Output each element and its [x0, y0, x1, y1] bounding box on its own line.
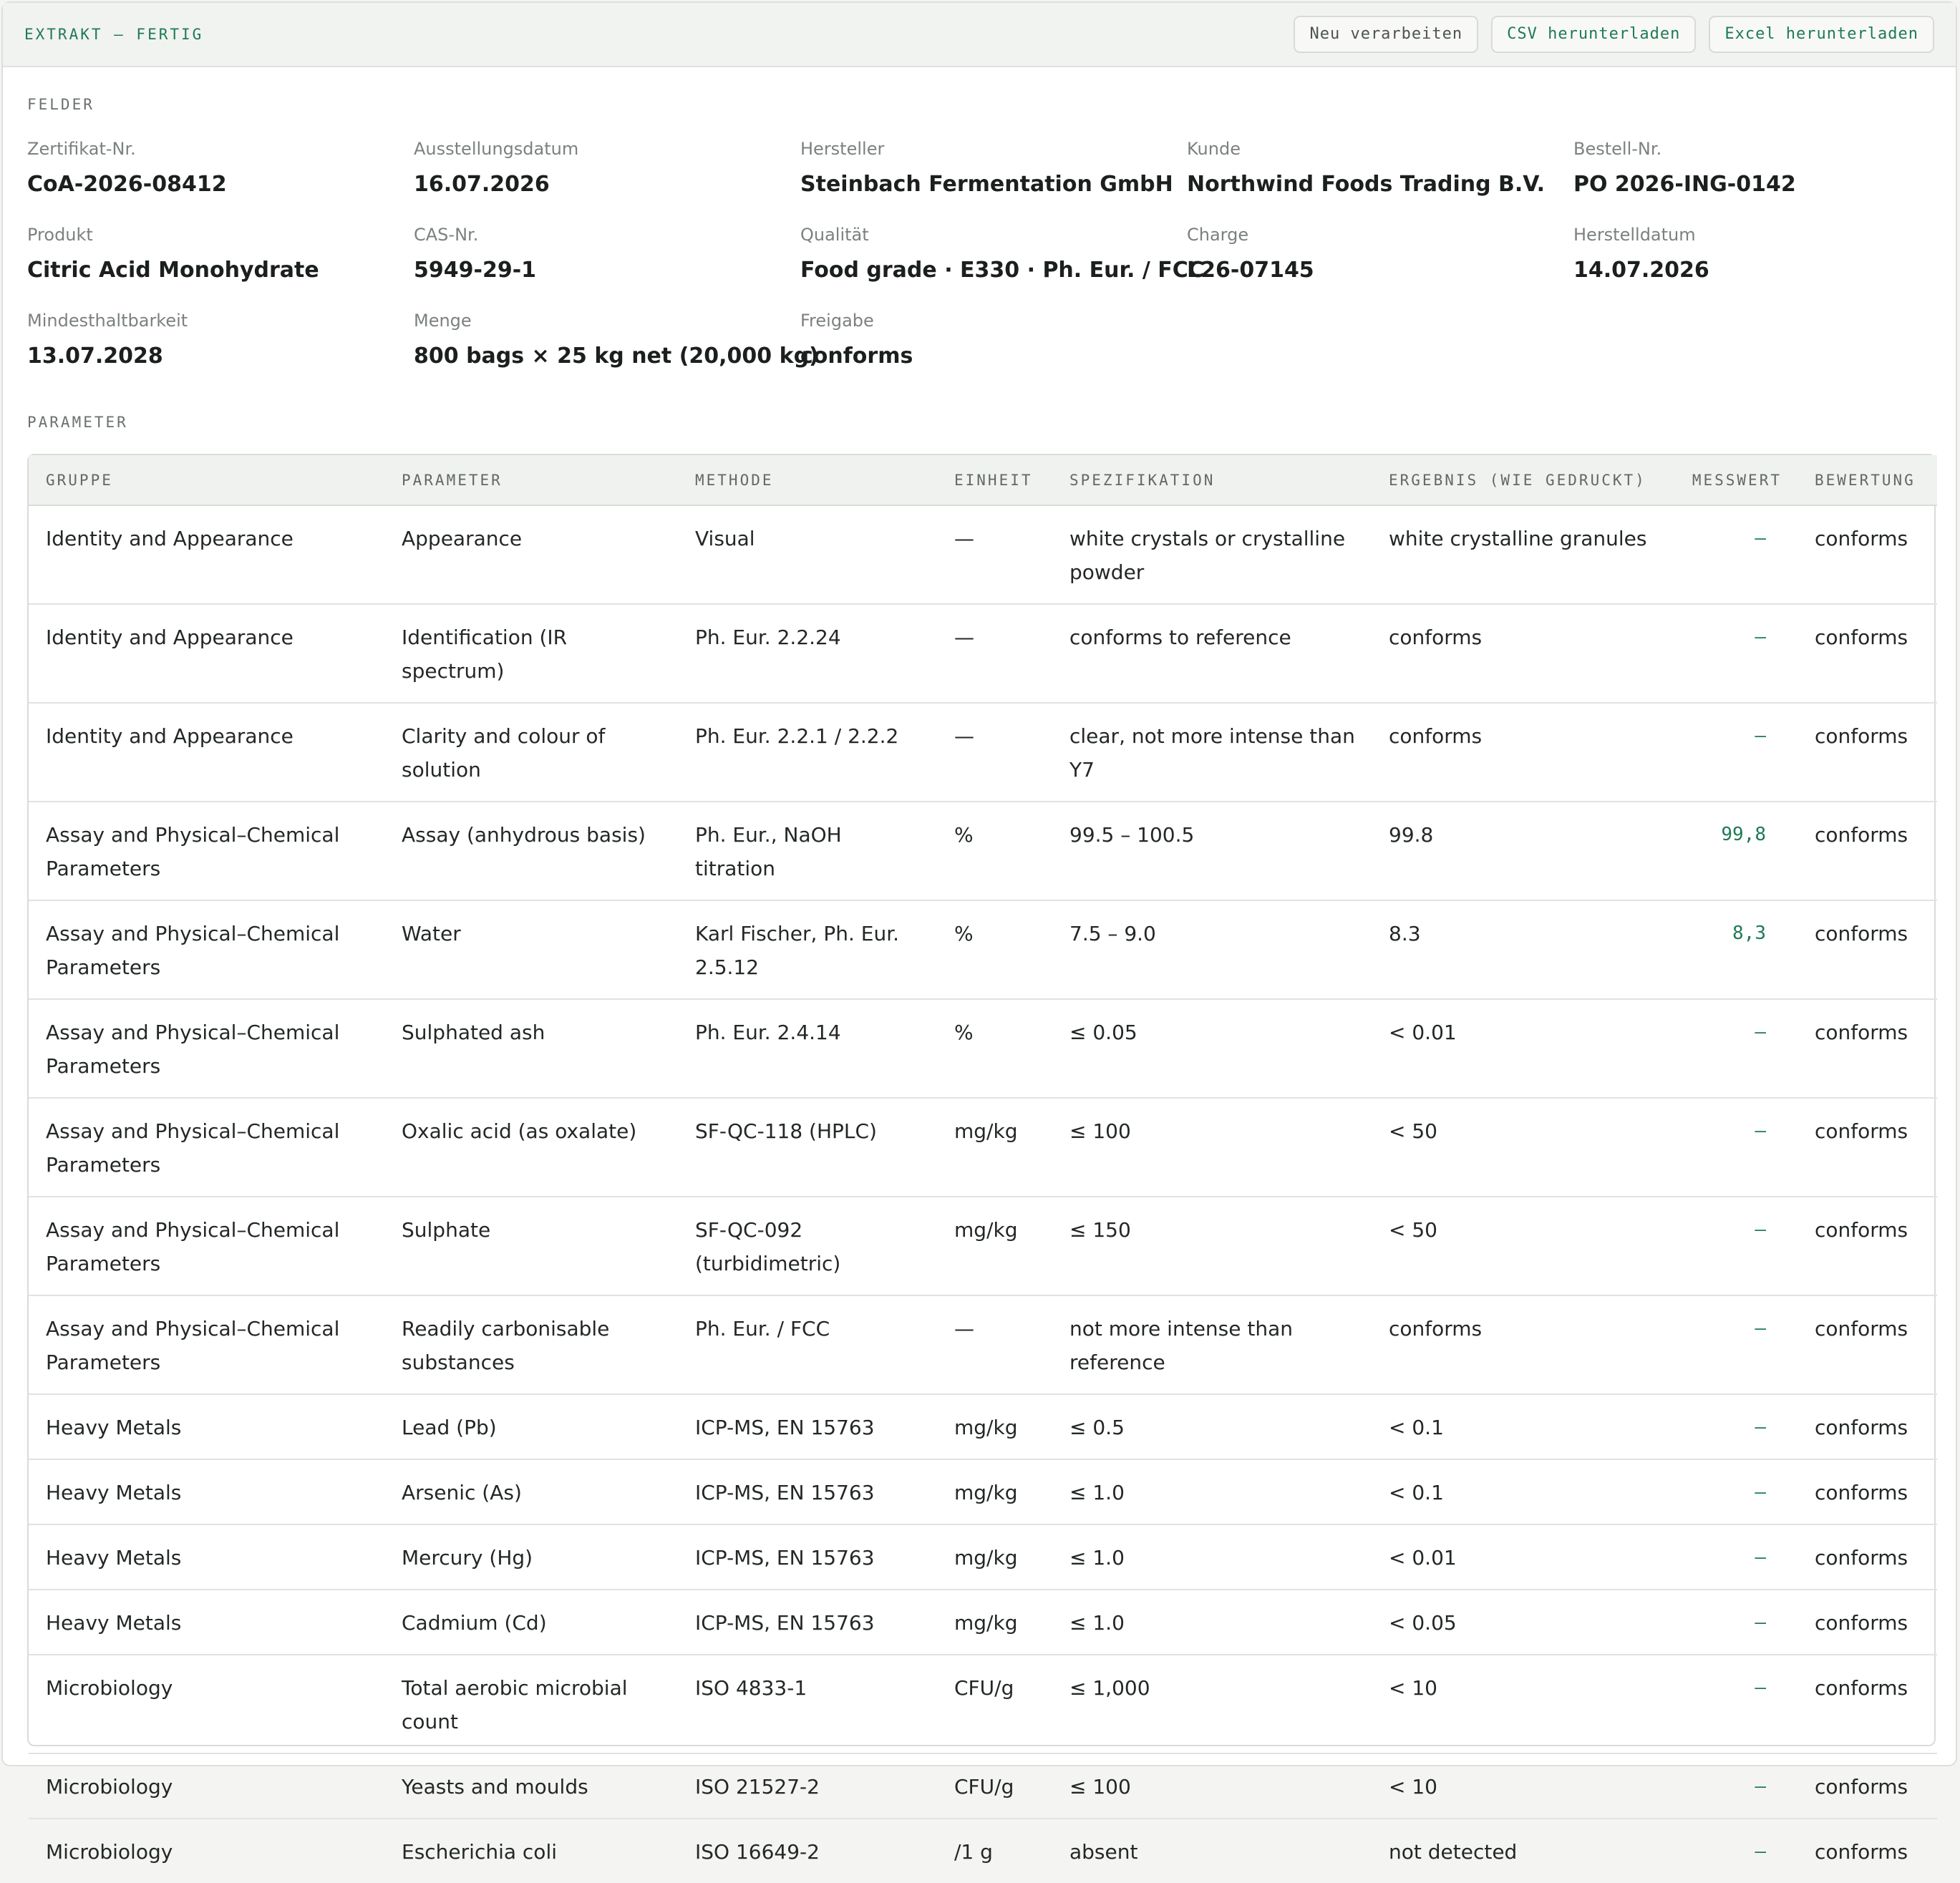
field [800, 225, 1204, 311]
cell-evaluation: conforms [1798, 1459, 1937, 1524]
cell-result: < 0.01 [1372, 1524, 1672, 1590]
cell-specification: not more intense than reference [1052, 1295, 1372, 1394]
table-row [29, 999, 1937, 1098]
cell-result: conforms [1372, 703, 1672, 802]
cell-group: Microbiology [29, 1753, 384, 1819]
fields-grid [27, 139, 1960, 396]
cell-unit: — [937, 703, 1052, 802]
cell-specification: 99.5 – 100.5 [1052, 802, 1372, 900]
cell-group: Assay and Physical–Chemical Parameters [29, 1197, 384, 1295]
cell-group: Identity and Appearance [29, 703, 384, 802]
cell-parameter: Clarity and colour of solution [384, 703, 678, 802]
field [1187, 139, 1573, 225]
cell-method: ICP-MS, EN 15763 [678, 1524, 937, 1590]
cell-measured-value: – [1672, 604, 1798, 703]
cell-specification: white crystals or crystalline powder [1052, 505, 1372, 604]
cell-method: ICP-MS, EN 15763 [678, 1459, 937, 1524]
field-value: 13.07.2028 [27, 344, 163, 369]
col-ergebnis-header: ERGEBNIS (WIE GEDRUCKT) [1372, 455, 1672, 505]
parameters-section-title: PARAMETER [27, 414, 128, 431]
cell-method: Ph. Eur., NaOH titration [678, 802, 937, 900]
cell-unit: — [937, 604, 1052, 703]
field-value: 14.07.2026 [1573, 258, 1709, 283]
field [414, 139, 800, 225]
cell-measured-value: – [1672, 999, 1798, 1098]
cell-specification: absent [1069, 1840, 1138, 1864]
field [414, 225, 800, 311]
cell-group: Heavy Metals [29, 1394, 384, 1459]
cell-specification: 7.5 – 9.0 [1052, 900, 1372, 999]
cell-unit: CFU/g [937, 1655, 1052, 1753]
cell-evaluation: conforms [1798, 900, 1937, 999]
cell-measured-value: – [1755, 1841, 1766, 1862]
field-label: Menge [414, 311, 472, 331]
cell-specification: conforms to reference [1052, 604, 1372, 703]
cell-specification: ≤ 1.0 [1052, 1524, 1372, 1590]
cell-specification: clear, not more intense than Y7 [1052, 703, 1372, 802]
cell-method: Visual [678, 505, 937, 604]
table-row [29, 505, 1937, 604]
status-label: EXTRAKT — FERTIG [24, 26, 204, 43]
field-label: Freigabe [800, 311, 874, 331]
cell-parameter: Readily carbonisable substances [384, 1295, 678, 1394]
download-excel-button[interactable]: Excel herunterladen [1709, 16, 1934, 53]
table-row [29, 1098, 1937, 1197]
col-bewertung-header: BEWERTUNG [1798, 455, 1937, 505]
field [800, 139, 1187, 225]
table-row [29, 1819, 1937, 1883]
table-row [29, 802, 1937, 900]
field-value: Food grade · E330 · Ph. Eur. / FCC [800, 258, 1204, 283]
cell-parameter: Yeasts and moulds [384, 1753, 678, 1819]
field [27, 311, 414, 396]
field [1573, 139, 1960, 225]
cell-evaluation: conforms [1798, 1295, 1937, 1394]
field-label: CAS-Nr. [414, 225, 479, 245]
field-label: Produkt [27, 225, 93, 245]
cell-result: < 0.1 [1372, 1394, 1672, 1459]
field [27, 139, 414, 225]
cell-group: Identity and Appearance [29, 604, 384, 703]
cell-method: ISO 4833-1 [678, 1655, 937, 1753]
cell-group: Assay and Physical–Chemical Parameters [29, 802, 384, 900]
cell-parameter: Water [384, 900, 678, 999]
cell-group: Microbiology [29, 1655, 384, 1753]
parameters-table [29, 455, 1937, 1883]
field-value: 16.07.2026 [414, 172, 550, 197]
table-row [29, 1459, 1937, 1524]
cell-method: Ph. Eur. 2.2.1 / 2.2.2 [678, 703, 937, 802]
cell-evaluation: conforms [1798, 1524, 1937, 1590]
cell-result: not detected [1389, 1840, 1518, 1864]
field-label: Zertifikat-Nr. [27, 139, 136, 159]
cell-result: < 0.1 [1372, 1459, 1672, 1524]
cell-specification: ≤ 1.0 [1052, 1459, 1372, 1524]
cell-result: < 10 [1372, 1655, 1672, 1753]
extract-panel [1, 1, 1957, 1864]
cell-group: Assay and Physical–Chemical Parameters [29, 1098, 384, 1197]
cell-parameter: Appearance [384, 505, 678, 604]
cell-parameter: Identification (IR spectrum) [384, 604, 678, 703]
cell-unit: /1 g [954, 1840, 993, 1864]
cell-method: ICP-MS, EN 15763 [678, 1590, 937, 1655]
cell-parameter: Oxalic acid (as oxalate) [384, 1098, 678, 1197]
cell-evaluation: conforms [1798, 999, 1937, 1098]
field-label: Herstelldatum [1573, 225, 1696, 245]
cell-unit: mg/kg [937, 1394, 1052, 1459]
cell-group: Heavy Metals [29, 1459, 384, 1524]
col-einheit-header: EINHEIT [937, 455, 1052, 505]
cell-evaluation: conforms [1815, 1840, 1908, 1864]
field [800, 311, 1187, 396]
cell-result: < 50 [1372, 1197, 1672, 1295]
cell-unit: — [937, 505, 1052, 604]
cell-unit: mg/kg [937, 1590, 1052, 1655]
cell-result: < 10 [1372, 1753, 1672, 1819]
cell-parameter: Mercury (Hg) [384, 1524, 678, 1590]
download-csv-button[interactable]: CSV herunterladen [1491, 16, 1696, 53]
table-row [29, 1197, 1937, 1295]
cell-method: Ph. Eur. 2.2.24 [678, 604, 937, 703]
col-parameter-header: PARAMETER [384, 455, 678, 505]
cell-method: SF-QC-092 (turbidimetric) [678, 1197, 937, 1295]
table-row [29, 604, 1937, 703]
cell-measured-value: – [1672, 703, 1798, 802]
cell-group: Assay and Physical–Chemical Parameters [29, 900, 384, 999]
cell-specification: ≤ 1,000 [1052, 1655, 1372, 1753]
field [1573, 225, 1960, 311]
toolbar [3, 3, 1956, 67]
cell-specification: ≤ 1.0 [1052, 1590, 1372, 1655]
cell-group: Assay and Physical–Chemical Parameters [29, 999, 384, 1098]
cell-evaluation: conforms [1798, 1098, 1937, 1197]
field-label: Bestell-Nr. [1573, 139, 1662, 159]
cell-method: SF-QC-118 (HPLC) [678, 1098, 937, 1197]
cell-measured-value: – [1672, 1459, 1798, 1524]
fields-section-title: FELDER [27, 96, 94, 113]
cell-measured-value: – [1672, 1655, 1798, 1753]
cell-evaluation: conforms [1798, 1394, 1937, 1459]
field-value: conforms [800, 344, 913, 369]
cell-group: Heavy Metals [29, 1590, 384, 1655]
field-value: Citric Acid Monohydrate [27, 258, 319, 283]
cell-specification: ≤ 100 [1052, 1098, 1372, 1197]
cell-unit: % [937, 802, 1052, 900]
cell-specification: ≤ 0.05 [1052, 999, 1372, 1098]
parameters-table-container [27, 454, 1936, 1864]
field-value: 5949-29-1 [414, 258, 537, 283]
cell-measured-value: – [1672, 1524, 1798, 1590]
field-label: Qualität [800, 225, 869, 245]
table-row [29, 1590, 1937, 1655]
cell-evaluation: conforms [1798, 1197, 1937, 1295]
table-body [29, 505, 1937, 1883]
cell-measured-value: – [1672, 1753, 1798, 1819]
cell-parameter: Assay (anhydrous basis) [384, 802, 678, 900]
reprocess-button[interactable]: Neu verarbeiten [1294, 16, 1478, 53]
toolbar-buttons [1294, 16, 1934, 53]
field-value: Steinbach Fermentation GmbH [800, 172, 1173, 197]
cell-evaluation: conforms [1798, 1655, 1937, 1753]
table-row [29, 1655, 1937, 1753]
cell-group: Heavy Metals [29, 1524, 384, 1590]
cell-unit: % [937, 999, 1052, 1098]
cell-result: < 0.05 [1372, 1590, 1672, 1655]
table-row [29, 1753, 1937, 1819]
field [414, 311, 819, 396]
table-row [29, 1394, 1937, 1459]
cell-parameter: Cadmium (Cd) [384, 1590, 678, 1655]
cell-unit: mg/kg [937, 1197, 1052, 1295]
field-label: Ausstellungsdatum [414, 139, 579, 159]
cell-parameter: Lead (Pb) [384, 1394, 678, 1459]
cell-measured-value: – [1672, 505, 1798, 604]
cell-parameter: Sulphate [384, 1197, 678, 1295]
cell-unit: mg/kg [937, 1524, 1052, 1590]
cell-specification: ≤ 150 [1052, 1197, 1372, 1295]
cell-parameter: Total aerobic microbial count [384, 1655, 678, 1753]
cell-unit: % [937, 900, 1052, 999]
cell-evaluation: conforms [1798, 604, 1937, 703]
field-value: CoA-2026-08412 [27, 172, 227, 197]
table-row [29, 900, 1937, 999]
field [1187, 225, 1573, 311]
cell-specification: ≤ 0.5 [1052, 1394, 1372, 1459]
field-value: 800 bags × 25 kg net (20,000 kg) [414, 344, 819, 369]
cell-measured-value: – [1672, 1394, 1798, 1459]
cell-method: Karl Fischer, Ph. Eur. 2.5.12 [678, 900, 937, 999]
field-value: Northwind Foods Trading B.V. [1187, 172, 1546, 197]
cell-parameter: Escherichia coli [402, 1840, 557, 1864]
field-label: Charge [1187, 225, 1249, 245]
col-messwert-header: MESSWERT [1672, 455, 1798, 505]
col-spezifikation-header: SPEZIFIKATION [1052, 455, 1372, 505]
cell-result: conforms [1372, 1295, 1672, 1394]
cell-method: Ph. Eur. 2.4.14 [678, 999, 937, 1098]
cell-unit: mg/kg [937, 1459, 1052, 1524]
cell-measured-value: – [1672, 1295, 1798, 1394]
cell-specification: ≤ 100 [1052, 1753, 1372, 1819]
table-header-row [29, 455, 1937, 505]
cell-result: conforms [1372, 604, 1672, 703]
col-methode-header: METHODE [678, 455, 937, 505]
cell-parameter: Sulphated ash [384, 999, 678, 1098]
cell-result: white crystalline granules [1372, 505, 1672, 604]
cell-measured-value: 99,8 [1672, 802, 1798, 900]
col-gruppe-header: GRUPPE [29, 455, 384, 505]
cell-method: ICP-MS, EN 15763 [678, 1394, 937, 1459]
cell-method: ISO 21527-2 [678, 1753, 937, 1819]
cell-result: < 0.01 [1372, 999, 1672, 1098]
cell-measured-value: – [1672, 1590, 1798, 1655]
cell-parameter: Arsenic (As) [384, 1459, 678, 1524]
cell-evaluation: conforms [1798, 1590, 1937, 1655]
field-label: Mindesthaltbarkeit [27, 311, 188, 331]
cell-group: Microbiology [46, 1840, 173, 1864]
cell-result: < 50 [1372, 1098, 1672, 1197]
field-label: Hersteller [800, 139, 885, 159]
field-label: Kunde [1187, 139, 1241, 159]
cell-evaluation: conforms [1798, 802, 1937, 900]
table-row [29, 703, 1937, 802]
cell-result: 8.3 [1372, 900, 1672, 999]
cell-evaluation: conforms [1798, 703, 1937, 802]
cell-result: 99.8 [1372, 802, 1672, 900]
cell-measured-value: 8,3 [1672, 900, 1798, 999]
field-value: L26-07145 [1187, 258, 1314, 283]
table-row [29, 1524, 1937, 1590]
cell-method: Ph. Eur. / FCC [678, 1295, 937, 1394]
cell-method: ISO 16649-2 [695, 1840, 820, 1864]
cell-group: Assay and Physical–Chemical Parameters [29, 1295, 384, 1394]
cell-unit: — [937, 1295, 1052, 1394]
table-row [29, 1295, 1937, 1394]
cell-measured-value: – [1672, 1197, 1798, 1295]
cell-evaluation: conforms [1798, 1753, 1937, 1819]
field [27, 225, 414, 311]
cell-evaluation: conforms [1798, 505, 1937, 604]
cell-unit: CFU/g [937, 1753, 1052, 1819]
cell-measured-value: – [1672, 1098, 1798, 1197]
field-value: PO 2026-ING-0142 [1573, 172, 1796, 197]
cell-group: Identity and Appearance [29, 505, 384, 604]
cell-unit: mg/kg [937, 1098, 1052, 1197]
